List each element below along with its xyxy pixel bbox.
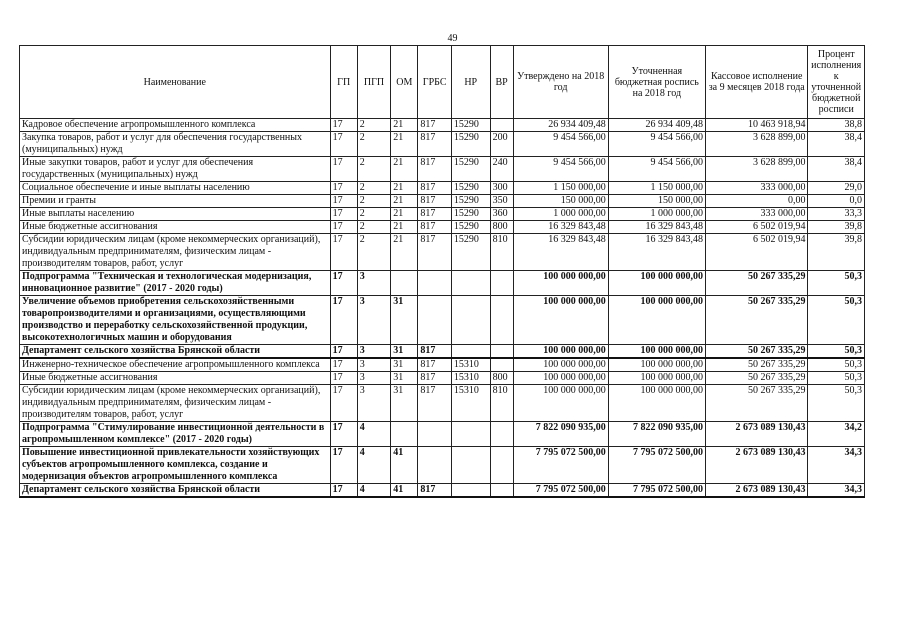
header-grbs: ГРБС [418, 46, 451, 119]
table-row [20, 271, 865, 296]
cell-name: Иные закупки товаров, работ и услуг для обеспечения государственных (муниципальных) нужд [20, 157, 331, 182]
cell-cash: 50 267 335,29 [705, 358, 807, 372]
table-body [20, 119, 865, 498]
cell-refined: 9 454 566,00 [608, 132, 705, 157]
header-percent: Процент исполнения к уточненной бюджетной росписи [808, 46, 865, 119]
cell-pgp: 2 [357, 195, 390, 208]
cell-cash: 10 463 918,94 [705, 119, 807, 132]
cell-pgp: 3 [357, 385, 390, 422]
header-gp: ГП [330, 46, 357, 119]
cell-gp: 17 [330, 345, 357, 359]
cell-gp: 17 [330, 447, 357, 484]
table-row [20, 484, 865, 498]
cell-grbs: 817 [418, 195, 451, 208]
cell-percent: 38,4 [808, 132, 865, 157]
cell-pgp: 4 [357, 484, 390, 498]
cell-cash: 6 502 019,94 [705, 234, 807, 271]
cell-np: 15290 [451, 157, 490, 182]
cell-percent: 38,8 [808, 119, 865, 132]
cell-approved: 100 000 000,00 [513, 358, 608, 372]
cell-vr [490, 119, 513, 132]
cell-np: 15310 [451, 358, 490, 372]
cell-name: Увеличение объемов приобретения сельскохозяйственными товаропроизводителями и организациями, осуществляющими производство и переработку сельскохозяйственной продукции, высокотехнологичных машин и оборудования [20, 296, 331, 345]
cell-gp: 17 [330, 208, 357, 221]
table-row [20, 221, 865, 234]
cell-percent: 34,3 [808, 484, 865, 498]
cell-pgp: 3 [357, 372, 390, 385]
cell-approved: 9 454 566,00 [513, 132, 608, 157]
cell-name: Повышение инвестиционной привлекательности хозяйствующих субъектов агропромышленного комплекса, создание и модернизация объектов агропромышленного комплекса [20, 447, 331, 484]
cell-om: 31 [391, 385, 418, 422]
cell-gp: 17 [330, 358, 357, 372]
cell-om [391, 271, 418, 296]
cell-percent: 33,3 [808, 208, 865, 221]
cell-np: 15310 [451, 385, 490, 422]
cell-np [451, 484, 490, 498]
cell-om: 21 [391, 195, 418, 208]
cell-grbs: 817 [418, 372, 451, 385]
table-row [20, 358, 865, 372]
cell-grbs [418, 296, 451, 345]
cell-grbs: 817 [418, 119, 451, 132]
cell-cash: 50 267 335,29 [705, 271, 807, 296]
cell-pgp: 2 [357, 182, 390, 195]
cell-percent: 50,3 [808, 296, 865, 345]
cell-pgp: 2 [357, 208, 390, 221]
cell-pgp: 2 [357, 234, 390, 271]
cell-percent: 0,0 [808, 195, 865, 208]
cell-name: Подпрограмма "Стимулирование инвестиционной деятельности в агропромышленном комплексе" (2017 - 2020 годы) [20, 422, 331, 447]
cell-refined: 100 000 000,00 [608, 345, 705, 359]
cell-np: 15290 [451, 221, 490, 234]
cell-cash: 50 267 335,29 [705, 385, 807, 422]
page-number: 49 [447, 33, 458, 44]
cell-gp: 17 [330, 157, 357, 182]
header-om: ОМ [391, 46, 418, 119]
cell-vr: 300 [490, 182, 513, 195]
cell-percent: 29,0 [808, 182, 865, 195]
table-row [20, 422, 865, 447]
cell-approved: 100 000 000,00 [513, 271, 608, 296]
cell-gp: 17 [330, 422, 357, 447]
cell-vr: 810 [490, 385, 513, 422]
header-approved: Утверждено на 2018 год [513, 46, 608, 119]
cell-name: Департамент сельского хозяйства Брянской области [20, 345, 331, 359]
cell-cash: 2 673 089 130,43 [705, 422, 807, 447]
header-pgp: ПГП [357, 46, 390, 119]
cell-pgp: 3 [357, 296, 390, 345]
cell-np: 15290 [451, 234, 490, 271]
cell-grbs: 817 [418, 157, 451, 182]
cell-approved: 1 150 000,00 [513, 182, 608, 195]
cell-approved: 100 000 000,00 [513, 372, 608, 385]
table-row [20, 132, 865, 157]
cell-vr [490, 345, 513, 359]
cell-approved: 16 329 843,48 [513, 234, 608, 271]
cell-percent: 50,3 [808, 271, 865, 296]
cell-om: 21 [391, 119, 418, 132]
cell-om: 41 [391, 484, 418, 498]
cell-refined: 7 822 090 935,00 [608, 422, 705, 447]
cell-refined: 100 000 000,00 [608, 358, 705, 372]
cell-np: 15290 [451, 208, 490, 221]
header-refined: Уточненная бюджетная роспись на 2018 год [608, 46, 705, 119]
table-row [20, 208, 865, 221]
cell-om: 31 [391, 296, 418, 345]
cell-grbs [418, 271, 451, 296]
header-np: НР [451, 46, 490, 119]
cell-om: 21 [391, 157, 418, 182]
table-row [20, 447, 865, 484]
cell-grbs: 817 [418, 208, 451, 221]
cell-percent: 34,2 [808, 422, 865, 447]
cell-name: Кадровое обеспечение агропромышленного комплекса [20, 119, 331, 132]
cell-cash: 0,00 [705, 195, 807, 208]
table-row [20, 182, 865, 195]
cell-vr [490, 271, 513, 296]
cell-gp: 17 [330, 484, 357, 498]
cell-refined: 26 934 409,48 [608, 119, 705, 132]
cell-om: 21 [391, 234, 418, 271]
cell-refined: 7 795 072 500,00 [608, 447, 705, 484]
cell-cash: 333 000,00 [705, 182, 807, 195]
cell-pgp: 2 [357, 119, 390, 132]
cell-gp: 17 [330, 234, 357, 271]
cell-vr [490, 484, 513, 498]
cell-approved: 100 000 000,00 [513, 296, 608, 345]
table-row [20, 296, 865, 345]
cell-approved: 7 795 072 500,00 [513, 484, 608, 498]
table-row [20, 385, 865, 422]
cell-grbs [418, 422, 451, 447]
cell-np: 15290 [451, 182, 490, 195]
cell-gp: 17 [330, 372, 357, 385]
cell-vr: 360 [490, 208, 513, 221]
table-header-row [20, 46, 865, 119]
cell-percent: 50,3 [808, 372, 865, 385]
cell-name: Иные выплаты населению [20, 208, 331, 221]
cell-pgp: 3 [357, 358, 390, 372]
cell-np: 15290 [451, 195, 490, 208]
cell-gp: 17 [330, 132, 357, 157]
cell-om: 41 [391, 447, 418, 484]
cell-grbs: 817 [418, 234, 451, 271]
cell-om [391, 422, 418, 447]
cell-cash: 333 000,00 [705, 208, 807, 221]
cell-vr: 350 [490, 195, 513, 208]
cell-refined: 1 150 000,00 [608, 182, 705, 195]
cell-gp: 17 [330, 182, 357, 195]
cell-pgp: 2 [357, 221, 390, 234]
cell-name: Субсидии юридическим лицам (кроме некоммерческих организаций), индивидуальным предпринимателям, физическим лицам - производителям товаров, работ, услуг [20, 385, 331, 422]
cell-refined: 150 000,00 [608, 195, 705, 208]
cell-approved: 1 000 000,00 [513, 208, 608, 221]
cell-pgp: 2 [357, 157, 390, 182]
cell-grbs: 817 [418, 358, 451, 372]
table-row [20, 345, 865, 359]
cell-approved: 16 329 843,48 [513, 221, 608, 234]
cell-vr [490, 358, 513, 372]
header-name: Наименование [20, 46, 331, 119]
cell-refined: 100 000 000,00 [608, 296, 705, 345]
cell-np: 15290 [451, 132, 490, 157]
cell-pgp: 4 [357, 422, 390, 447]
cell-grbs: 817 [418, 221, 451, 234]
cell-approved: 100 000 000,00 [513, 345, 608, 359]
cell-vr [490, 296, 513, 345]
cell-percent: 50,3 [808, 345, 865, 359]
cell-vr: 200 [490, 132, 513, 157]
cell-name: Департамент сельского хозяйства Брянской области [20, 484, 331, 498]
cell-vr [490, 447, 513, 484]
cell-name: Инженерно-техническое обеспечение агропромышленного комплекса [20, 358, 331, 372]
cell-refined: 7 795 072 500,00 [608, 484, 705, 498]
table-row [20, 195, 865, 208]
cell-cash: 3 628 899,00 [705, 157, 807, 182]
cell-name: Закупка товаров, работ и услуг для обеспечения государственных (муниципальных) нужд [20, 132, 331, 157]
header-vr: ВР [490, 46, 513, 119]
cell-om: 21 [391, 221, 418, 234]
cell-np: 15310 [451, 372, 490, 385]
cell-refined: 16 329 843,48 [608, 234, 705, 271]
cell-percent: 50,3 [808, 385, 865, 422]
cell-name: Иные бюджетные ассигнования [20, 221, 331, 234]
cell-gp: 17 [330, 296, 357, 345]
cell-np [451, 345, 490, 359]
cell-np [451, 271, 490, 296]
cell-approved: 150 000,00 [513, 195, 608, 208]
cell-pgp: 4 [357, 447, 390, 484]
cell-vr: 240 [490, 157, 513, 182]
cell-np: 15290 [451, 119, 490, 132]
cell-percent: 38,4 [808, 157, 865, 182]
cell-percent: 39,8 [808, 221, 865, 234]
cell-om: 21 [391, 132, 418, 157]
cell-grbs: 817 [418, 385, 451, 422]
cell-grbs: 817 [418, 345, 451, 359]
cell-om: 31 [391, 345, 418, 359]
cell-vr [490, 422, 513, 447]
cell-refined: 100 000 000,00 [608, 385, 705, 422]
budget-table [19, 45, 865, 498]
cell-percent: 50,3 [808, 358, 865, 372]
cell-pgp: 2 [357, 132, 390, 157]
cell-np [451, 422, 490, 447]
cell-cash: 2 673 089 130,43 [705, 484, 807, 498]
cell-name: Иные бюджетные ассигнования [20, 372, 331, 385]
cell-percent: 39,8 [808, 234, 865, 271]
table-row [20, 234, 865, 271]
cell-gp: 17 [330, 119, 357, 132]
cell-vr: 800 [490, 372, 513, 385]
cell-om: 31 [391, 358, 418, 372]
cell-name: Премии и гранты [20, 195, 331, 208]
cell-om: 31 [391, 372, 418, 385]
cell-approved: 7 795 072 500,00 [513, 447, 608, 484]
table-row [20, 119, 865, 132]
cell-grbs: 817 [418, 182, 451, 195]
cell-np [451, 296, 490, 345]
cell-approved: 26 934 409,48 [513, 119, 608, 132]
cell-gp: 17 [330, 221, 357, 234]
cell-approved: 100 000 000,00 [513, 385, 608, 422]
cell-refined: 9 454 566,00 [608, 157, 705, 182]
cell-refined: 1 000 000,00 [608, 208, 705, 221]
cell-cash: 50 267 335,29 [705, 345, 807, 359]
cell-refined: 16 329 843,48 [608, 221, 705, 234]
cell-vr: 800 [490, 221, 513, 234]
cell-grbs: 817 [418, 484, 451, 498]
cell-percent: 34,3 [808, 447, 865, 484]
cell-pgp: 3 [357, 271, 390, 296]
cell-cash: 50 267 335,29 [705, 296, 807, 345]
cell-grbs: 817 [418, 132, 451, 157]
cell-cash: 3 628 899,00 [705, 132, 807, 157]
cell-refined: 100 000 000,00 [608, 271, 705, 296]
table-row [20, 372, 865, 385]
cell-name: Подпрограмма "Техническая и технологическая модернизация, инновационное развитие" (2017 - 2020 годы) [20, 271, 331, 296]
cell-name: Социальное обеспечение и иные выплаты населению [20, 182, 331, 195]
cell-cash: 2 673 089 130,43 [705, 447, 807, 484]
table-row [20, 157, 865, 182]
cell-cash: 6 502 019,94 [705, 221, 807, 234]
cell-om: 21 [391, 208, 418, 221]
cell-refined: 100 000 000,00 [608, 372, 705, 385]
cell-name: Субсидии юридическим лицам (кроме некоммерческих организаций), индивидуальным предпринимателям, физическим лицам - производителям товаров, работ, услуг [20, 234, 331, 271]
cell-approved: 7 822 090 935,00 [513, 422, 608, 447]
cell-gp: 17 [330, 385, 357, 422]
cell-grbs [418, 447, 451, 484]
cell-pgp: 3 [357, 345, 390, 359]
cell-gp: 17 [330, 195, 357, 208]
cell-cash: 50 267 335,29 [705, 372, 807, 385]
header-cash: Кассовое исполнение за 9 месяцев 2018 года [705, 46, 807, 119]
cell-om: 21 [391, 182, 418, 195]
cell-approved: 9 454 566,00 [513, 157, 608, 182]
cell-gp: 17 [330, 271, 357, 296]
cell-vr: 810 [490, 234, 513, 271]
cell-np [451, 447, 490, 484]
